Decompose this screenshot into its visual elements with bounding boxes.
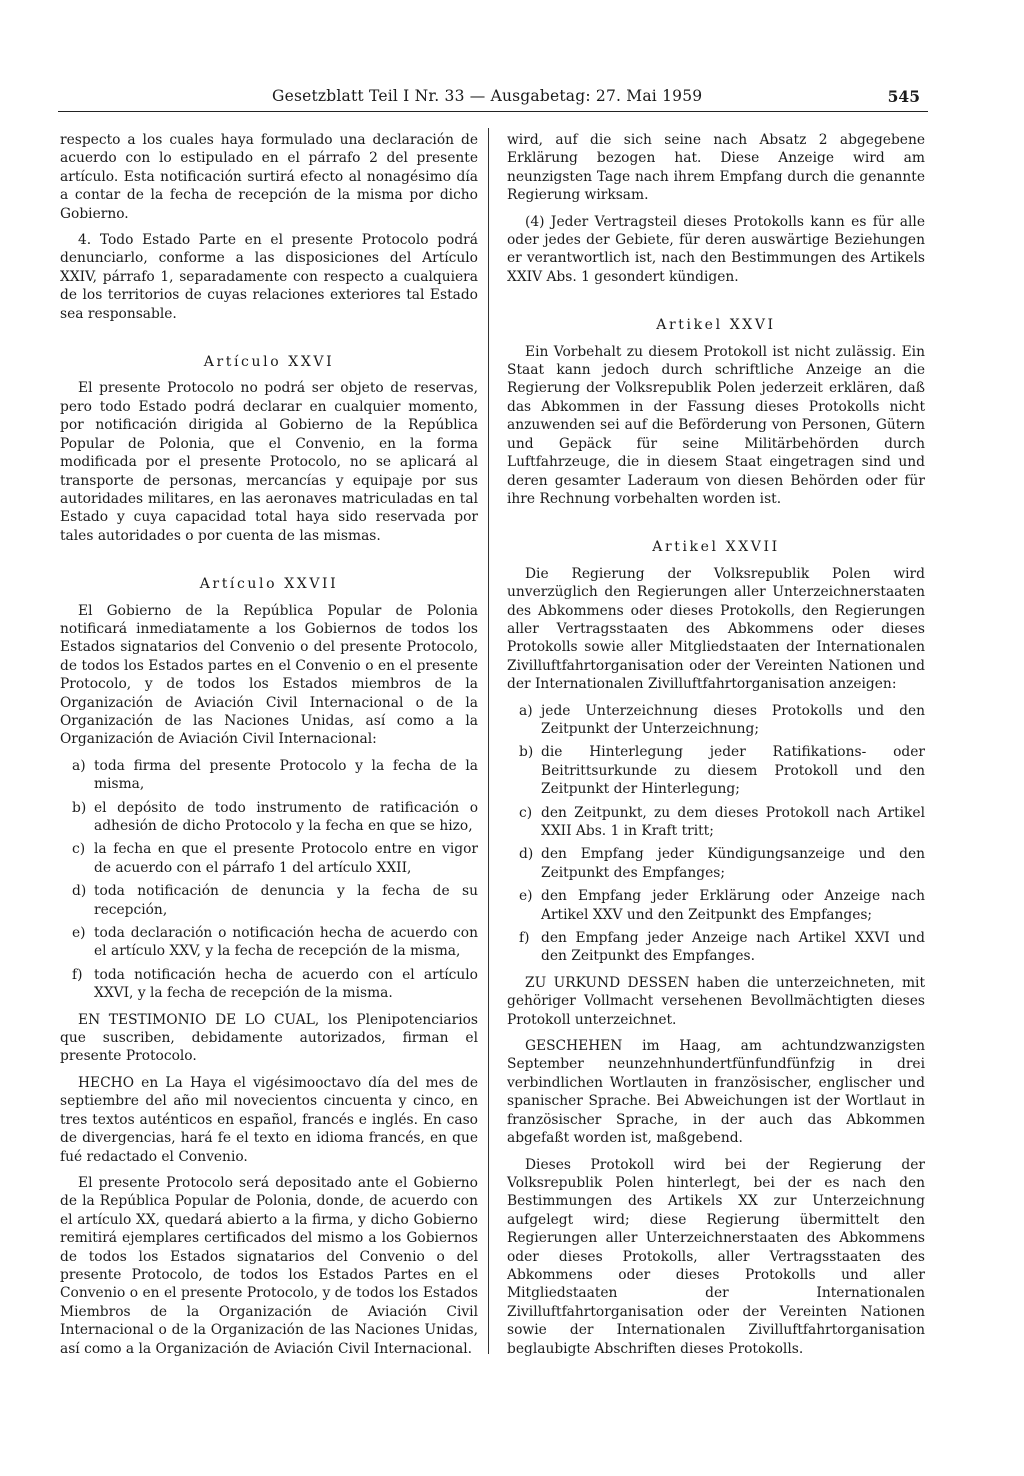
notification-list — [60, 757, 478, 1003]
heading-articulo-xxvii: Artículo XXVII — [199, 576, 339, 593]
list-item — [60, 757, 478, 794]
heading-artikel-xxvi: Artikel XXVI — [656, 317, 776, 334]
paragraph-geschehen: GESCHEHEN im Haag, am achtundzwanzigsten September neunzehnhundertfünfundfünfzig in drei verbindlichen Wortlauten in französischer, englischer und spanischer Sprache. Bei Abweichungen ist der Wortlaut in französischer Sprache, in der auch das Abkommen abgefaßt worden ist, maßgebend. — [507, 1038, 925, 1147]
list-item — [507, 702, 925, 739]
heading-articulo-xxvi: Artículo XXVI — [203, 354, 335, 371]
column-german — [507, 131, 925, 1366]
paragraph-articulo-xxvii: El Gobierno de la República Popular de Polonia notificará inmediatamente a los Gobiernos de todos los Estados signatarios del Convenio o del presente Protocolo, de todos los Estados partes en el Convenio o en el presente Protocolo, y de todos los Estados miembros de la Organización de Aviación Civil Internacional o de la Organización de las Naciones Unidas, así como a la Organización de Aviación Civil Internacional: — [60, 602, 478, 748]
list-item — [507, 845, 925, 882]
paragraph-artikel-xxvii: Die Regierung der Volksrepublik Polen wird unverzüglich den Regierungen aller Unterzeichnerstaaten des Abkommens oder dieses Protokolls, den Regierungen aller Vertragsstaaten des Abkommens oder dieses Protokolls sowie aller Mitgliedstaaten der Internationalen Zivilluftfahrtorganisation oder der Vereinten Nationen und der Internationalen Zivilluftfahrtorganisation anzeigen: — [507, 565, 925, 693]
list-item-text: toda declaración o notificación hecha de acuerdo con el artículo XXV, y la fecha de recepción de la misma, — [94, 925, 478, 960]
list-item — [507, 929, 925, 966]
heading-artikel-xxvii: Artikel XXVII — [652, 539, 780, 556]
list-item — [507, 743, 925, 798]
paragraph-hinterlegt: Dieses Protokoll wird bei der Regierung der Volksrepublik Polen hinterlegt, bei der es nach den Bestimmungen des Artikels XX zur Unterzeichnung aufgelegt wird; diese Regierung übermittelt den Regierungen aller Unterzeichnerstaaten des Abkommens oder dieses Protokolls, aller Vertragsstaaten des Abkommens oder dieses Protokolls und aller Mitgliedstaaten der Internationalen Zivilluftfahrtorganisation oder der Vereinten Nationen sowie der Internationalen Zivilluftfahrtorganisation beglaubigte Abschriften dieses Protokolls. — [507, 1156, 925, 1357]
list-item-text: toda notificación de denuncia y la fecha de su recepción, — [94, 883, 478, 918]
paragraph-depositado: El presente Protocolo será depositado ante el Gobierno de la República Popular de Polonia, donde, de acuerdo con el artículo XX, quedará abierto a la firma, y dicho Gobierno remitirá ejemplares certificados del mismo a los Gobiernos de todos los Estados signatarios del Convenio o del presente Protocolo, de todos los Estados Partes en el Convenio o en el presente Protocolo, y de todos los Estados Miembros de la Organización de Aviación Civil Internacional o de la Organización de las Naciones Unidas, así como a la Organización de Aviación Civil Internacional. — [60, 1174, 478, 1357]
list-item-text: el depósito de todo instrumento de ratificación o adhesión de dicho Protocolo y la fecha en que se hizo, — [94, 799, 478, 834]
list-item-label: e) — [519, 888, 533, 905]
list-item — [507, 804, 925, 841]
list-item — [60, 882, 478, 919]
list-item-text: toda notificación hecha de acuerdo con el artículo XXVI, y la fecha de recepción de la misma. — [94, 966, 478, 1002]
page-header — [58, 87, 928, 115]
list-item-label: c) — [72, 841, 86, 858]
list-item-text: den Empfang jeder Kündigungsanzeige und den Zeitpunkt des Empfanges; — [541, 846, 925, 881]
list-item-label: c) — [519, 804, 533, 821]
paragraph-continuation: respecto a los cuales haya formulado una declaración de acuerdo con lo estipulado en el párrafo 2 del presente artículo. Esta notificación surtirá efecto al nonagésimo día a contar de la fecha de recepción de la misma por dicho Gobierno. — [60, 132, 478, 222]
paragraph-hecho: HECHO en La Haya el vigésimooctavo día del mes de septiembre del año mil novecientos cincuenta y cinco, en tres textos auténticos en español, francés e inglés. En caso de divergencias, hará fe el texto en idioma francés, en que fué redactado el Convenio. — [60, 1074, 478, 1165]
list-item — [60, 840, 478, 877]
header-rule — [58, 111, 928, 112]
list-item-label: d) — [519, 846, 534, 863]
list-item-text: toda firma del presente Protocolo y la fecha de la misma, — [94, 757, 478, 793]
list-item-text: den Empfang jeder Anzeige nach Artikel XXVI und den Zeitpunkt des Empfanges. — [541, 930, 925, 965]
list-item-text: jede Unterzeichnung dieses Protokolls und den Zeitpunkt der Unterzeichnung; — [541, 702, 925, 737]
paragraph-artikel-xxvi: Ein Vorbehalt zu diesem Protokoll ist nicht zulässig. Ein Staat kann jedoch durch schriftliche Anzeige an die Regierung der Volksrepublik Polen jederzeit erklären, daß das Abkommen in der Fassung dieses Protokolls nicht anzuwenden sei auf die Beförderung von Personen, Gütern und Gepäck für seine Militärbehörden durch Luftfahrzeuge, die in diesem Staat eingetragen sind und deren gesamter Laderaum von diesen Behörden oder für ihre Rechnung vorbehalten worden ist. — [507, 343, 925, 507]
paragraph-4: (4) Jeder Vertragsteil dieses Protokolls kann es für alle oder jedes der Gebiete, für deren auswärtige Beziehungen er verantwortlich ist, nach den Bestimmungen des Artikels XXIV Abs. 1 gesondert kündigen. — [507, 213, 925, 285]
list-item-text: den Empfang jeder Erklärung oder Anzeige nach Artikel XXV und den Zeitpunkt des Empfanges; — [541, 888, 925, 923]
list-item-text: den Zeitpunkt, zu dem dieses Protokoll nach Artikel XXII Abs. 1 in Kraft tritt; — [541, 804, 925, 839]
list-item-label: b) — [519, 744, 534, 761]
list-item — [60, 799, 478, 836]
paragraph-articulo-xxvi: El presente Protocolo no podrá ser objeto de reservas, pero todo Estado podrá declarar en cualquier momento, por notificación dirigida al Gobierno de la República Popular de Polonia, que el Convenio, en la forma modificada por el presente Protocolo, no se aplicará al transporte de personas, mercancías y equipaje por sus autoridades militares, en las aeronaves matriculadas en tal Estado y cuya capacidad total haya sido reservada por tales autoridades o por cuenta de las mismas. — [60, 380, 478, 544]
list-item-label: a) — [519, 702, 533, 719]
list-item-label: e) — [72, 925, 86, 942]
paragraph-testimonio: EN TESTIMONIO DE LO CUAL, los Plenipotenciarios que suscriben, debidamente autorizados, firman el presente Protocolo. — [60, 1011, 478, 1065]
list-item-label: f) — [519, 930, 530, 947]
list-item-label: f) — [72, 966, 83, 983]
header-title: Gesetzblatt Teil I Nr. 33 — Ausgabetag: 27. Mai 1959 — [272, 87, 703, 105]
list-item-text: la fecha en que el presente Protocolo entre en vigor de acuerdo con el párrafo 1 del artículo XXII, — [94, 841, 478, 876]
paragraph-4: 4. Todo Estado Parte en el presente Protocolo podrá denunciarlo, conforme a las disposiciones del Artículo XXIV, párrafo 1, separadamente con respecto a cualquiera de los territorios de cuyas relaciones exteriores tal Estado sea responsable. — [60, 232, 478, 322]
list-item-label: d) — [72, 883, 87, 900]
notification-list — [507, 702, 925, 966]
list-item-label: b) — [72, 799, 87, 816]
list-item — [60, 966, 478, 1003]
list-item — [60, 924, 478, 961]
list-item-label: a) — [72, 757, 86, 774]
list-item-text: die Hinterlegung jeder Ratifikations- oder Beitrittsurkunde zu diesem Protokoll und den Zeitpunkt der Hinterlegung; — [541, 744, 925, 798]
column-divider — [488, 128, 489, 1354]
list-item — [507, 887, 925, 924]
column-spanish — [60, 131, 478, 1366]
page-number: 545 — [887, 87, 920, 106]
paragraph-urkund: ZU URKUND DESSEN haben die unterzeichneten, mit gehöriger Vollmacht versehenen Bevollmächtigten dieses Protokoll unterzeichnet. — [507, 974, 925, 1028]
paragraph-continuation: wird, auf die sich seine nach Absatz 2 abgegebene Erklärung bezogen hat. Diese Anzeige wird am neunzigsten Tage nach ihrem Empfang durch die genannte Regierung wirksam. — [507, 132, 925, 204]
